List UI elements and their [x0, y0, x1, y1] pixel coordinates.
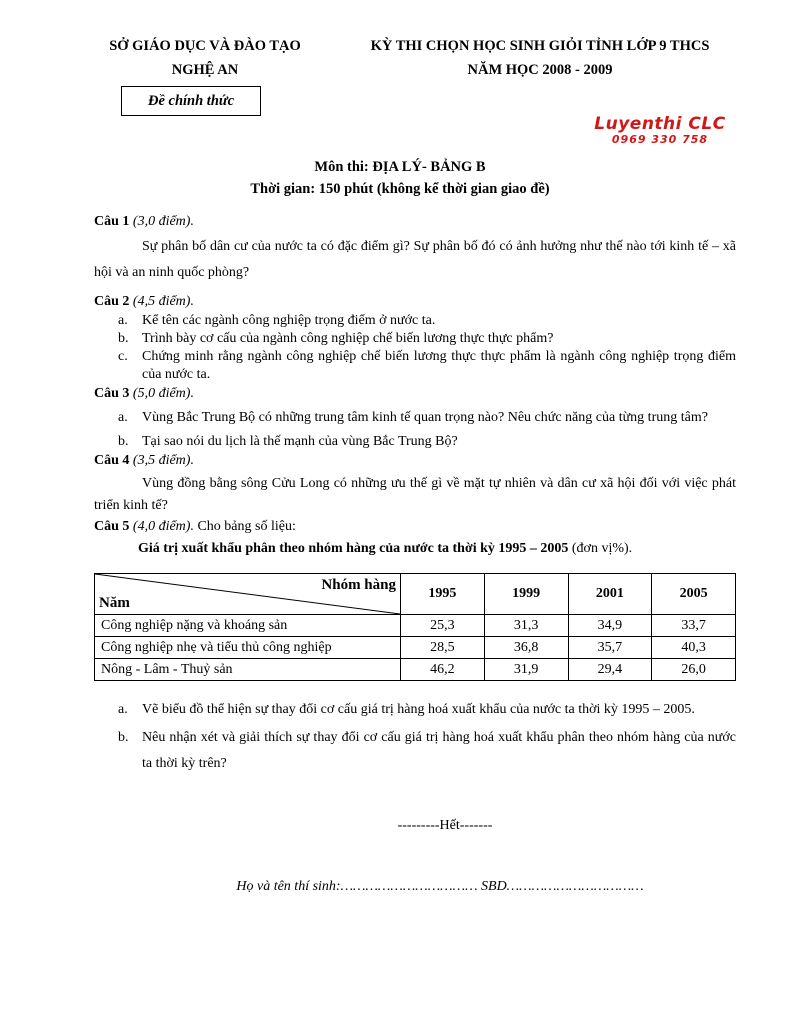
list-item [94, 330, 736, 348]
question-points: (4,0 điểm). [132, 519, 194, 534]
row-name: Nông - Lâm - Thuỷ sản [95, 659, 401, 681]
item-marker: b. [118, 434, 129, 449]
exam-name: KỲ THI CHỌN HỌC SINH GIỎI TỈNH LỚP 9 THCS [370, 38, 710, 54]
table-row [95, 615, 736, 637]
row-name: Công nghiệp nhẹ và tiểu thủ công nghiệp [95, 637, 401, 659]
year-header: 1995 [401, 574, 485, 615]
list-item [94, 697, 736, 723]
question-label: Câu 2 [94, 294, 130, 309]
question-points: (4,5 điểm). [132, 294, 194, 309]
table-cell: 34,9 [568, 615, 652, 637]
year-header: 2005 [652, 574, 736, 615]
item-text: Nêu nhận xét và giải thích sự thay đổi cơ cấu giá trị hàng hoá xuất khẩu phân theo nhóm hàng của nước ta thời kỳ trên? [142, 730, 736, 771]
row-name: Công nghiệp nặng và khoáng sản [95, 615, 401, 637]
question-points: (3,0 điểm). [132, 214, 194, 229]
table-cell: 25,3 [401, 615, 485, 637]
question-1-title [94, 212, 736, 232]
table-cell: 46,2 [401, 659, 485, 681]
question-label: Câu 1 [94, 214, 130, 229]
end-of-exam-mark: ---------Hết------- [397, 818, 493, 833]
brand-name: Luyenthi CLC [594, 114, 726, 134]
column-axis-label: Nhóm hàng [321, 577, 396, 593]
item-text: Trình bày cơ cấu của ngành công nghiệp chế biến lương thực thực phẩm? [142, 331, 554, 346]
question-5-title [94, 517, 736, 537]
exam-duration: Thời gian: 150 phút (không kể thời gian giao đề) [250, 181, 550, 197]
list-item [94, 725, 736, 777]
question-4-text: Vùng đồng bằng sông Cửu Long có những ưu thế gì về mặt tự nhiên và dân cư xã hội đối với việc phát triển kinh tế? [94, 476, 736, 513]
item-marker: a. [118, 410, 128, 425]
year-header: 2001 [568, 574, 652, 615]
row-axis-label: Năm [99, 595, 130, 611]
table-header-row [95, 574, 736, 615]
brand-phone: 0969 330 758 [611, 133, 709, 146]
department-name: SỞ GIÁO DỤC VÀ ĐÀO TẠO [109, 38, 301, 54]
question-2-title [94, 292, 736, 312]
candidate-info-line: Họ và tên thí sinh:…………………………… SBD…………………………… [236, 879, 644, 894]
question-5-intro: Cho bảng số liệu: [197, 519, 296, 534]
question-3-title [94, 384, 736, 404]
exam-questions [94, 212, 736, 777]
question-2-items [94, 312, 736, 384]
table-title: Giá trị xuất khẩu phân theo nhóm hàng của nước ta thời kỳ 1995 – 2005 [138, 541, 569, 556]
question-5-items [94, 697, 736, 777]
question-4-title [94, 451, 736, 471]
item-marker: b. [118, 730, 129, 745]
item-marker: c. [118, 349, 128, 364]
item-marker: b. [118, 331, 129, 346]
item-text: Kể tên các ngành công nghiệp trọng điểm ở nước ta. [142, 313, 436, 328]
question-label: Câu 3 [94, 386, 130, 401]
item-marker: a. [118, 313, 128, 328]
item-text: Chứng minh rằng ngành công nghiệp chế biến lương thực thực phẩm là ngành công nghiệp trọng điểm của nước ta. [142, 349, 736, 382]
table-cell: 40,3 [652, 637, 736, 659]
table-row [95, 659, 736, 681]
question-1-text: Sự phân bố dân cư của nước ta có đặc điểm gì? Sự phân bố đó có ảnh hưởng như thế nào tới kinh tế – xã hội và an ninh quốc phòng? [94, 239, 736, 280]
question-points: (5,0 điểm). [132, 386, 194, 401]
year-header: 1999 [484, 574, 568, 615]
subject-title: Môn thi: ĐỊA LÝ- BẢNG B [314, 159, 486, 175]
list-item [94, 312, 736, 330]
item-marker: a. [118, 702, 128, 717]
list-item [94, 433, 736, 451]
question-label: Câu 5 [94, 519, 130, 534]
table-cell: 35,7 [568, 637, 652, 659]
list-item [94, 348, 736, 384]
table-caption [94, 539, 736, 559]
item-text: Tại sao nói du lịch là thế mạnh của vùng Bắc Trung Bộ? [142, 434, 458, 449]
table-row [95, 637, 736, 659]
item-text: Vùng Bắc Trung Bộ có những trung tâm kinh tế quan trọng nào? Nêu chức năng của từng trung tâm? [142, 410, 708, 425]
school-year: NĂM HỌC 2008 - 2009 [467, 62, 613, 78]
table-corner-cell [95, 574, 401, 615]
question-points: (3,5 điểm). [132, 453, 194, 468]
question-3-items [94, 408, 736, 451]
department-header [60, 34, 350, 82]
province-name: NGHỆ AN [171, 62, 239, 78]
table-cell: 26,0 [652, 659, 736, 681]
brand-logo [580, 114, 740, 146]
table-cell: 28,5 [401, 637, 485, 659]
export-data-table [94, 573, 736, 681]
table-cell: 36,8 [484, 637, 568, 659]
official-exam-box: Đề chính thức [121, 86, 261, 116]
list-item [94, 408, 736, 427]
table-cell: 31,3 [484, 615, 568, 637]
table-cell: 29,4 [568, 659, 652, 681]
question-label: Câu 4 [94, 453, 130, 468]
item-text: Vẽ biểu đồ thể hiện sự thay đổi cơ cấu giá trị hàng hoá xuất khẩu của nước ta thời kỳ 1995 – 2005. [142, 702, 695, 717]
table-cell: 33,7 [652, 615, 736, 637]
exam-header [330, 34, 750, 82]
table-unit: (đơn vị%). [571, 541, 633, 556]
table-cell: 31,9 [484, 659, 568, 681]
subject-block [0, 156, 800, 200]
